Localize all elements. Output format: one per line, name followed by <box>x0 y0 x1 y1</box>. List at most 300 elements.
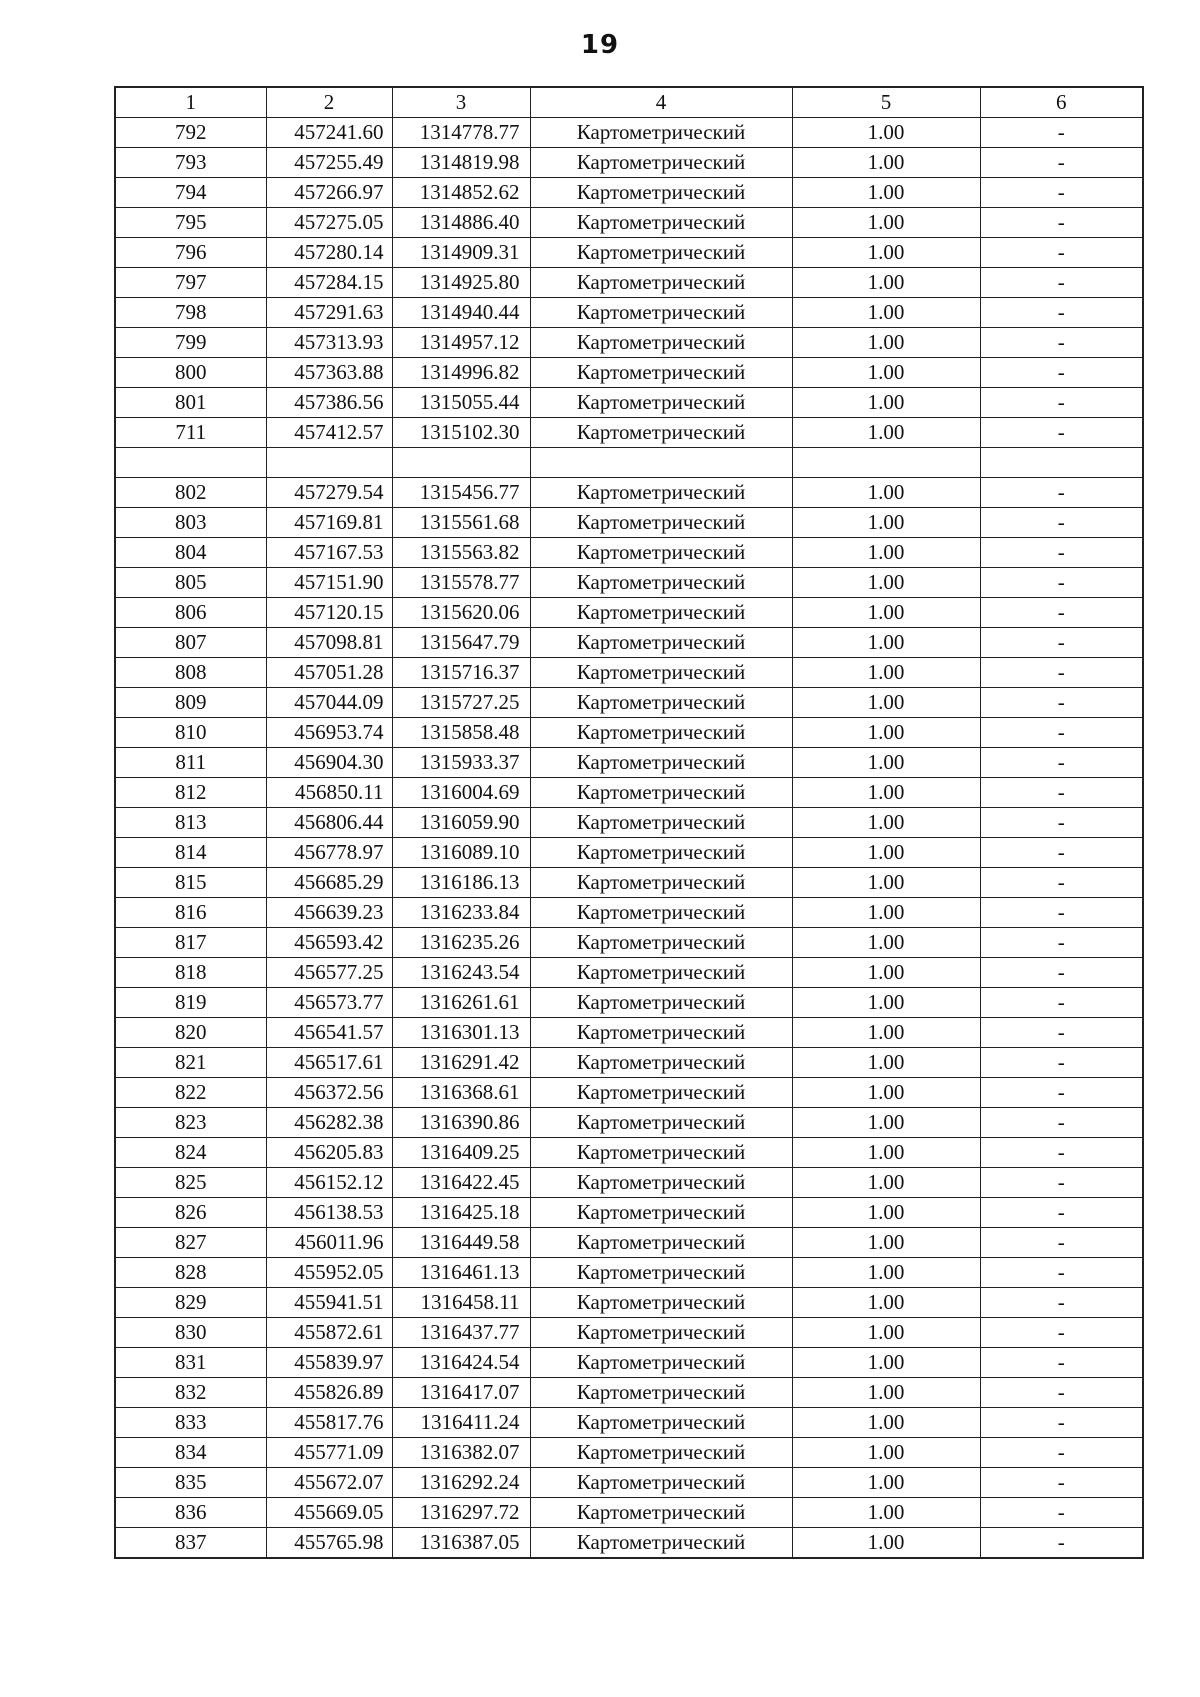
x-coordinate-cell: 457386.56 <box>266 388 392 418</box>
point-number-cell: 797 <box>115 268 266 298</box>
point-number-cell: 792 <box>115 118 266 148</box>
point-number-cell: 813 <box>115 808 266 838</box>
description-cell: - <box>980 1408 1143 1438</box>
y-coordinate-cell: 1316411.24 <box>392 1408 530 1438</box>
x-coordinate-cell: 457044.09 <box>266 688 392 718</box>
point-number-cell: 827 <box>115 1228 266 1258</box>
x-coordinate-cell: 455826.89 <box>266 1378 392 1408</box>
accuracy-cell: 1.00 <box>792 988 980 1018</box>
method-cell: Картометрический <box>530 778 792 808</box>
accuracy-cell: 1.00 <box>792 1258 980 1288</box>
accuracy-cell: 1.00 <box>792 778 980 808</box>
y-coordinate-cell: 1315647.79 <box>392 628 530 658</box>
point-number-cell: 799 <box>115 328 266 358</box>
description-cell: - <box>980 1468 1143 1498</box>
method-cell: Картометрический <box>530 1438 792 1468</box>
description-cell: - <box>980 1168 1143 1198</box>
y-coordinate-cell: 1314886.40 <box>392 208 530 238</box>
accuracy-cell: 1.00 <box>792 1498 980 1528</box>
description-cell: - <box>980 238 1143 268</box>
description-cell: - <box>980 1318 1143 1348</box>
x-coordinate-cell: 457241.60 <box>266 118 392 148</box>
point-number-cell: 795 <box>115 208 266 238</box>
table-row <box>115 1048 1143 1078</box>
x-coordinate-cell: 456541.57 <box>266 1018 392 1048</box>
method-cell: Картометрический <box>530 718 792 748</box>
y-coordinate-cell: 1316291.42 <box>392 1048 530 1078</box>
x-coordinate-cell: 456778.97 <box>266 838 392 868</box>
accuracy-cell: 1.00 <box>792 358 980 388</box>
method-cell: Картометрический <box>530 748 792 778</box>
table-row <box>115 118 1143 148</box>
x-coordinate-cell: 457291.63 <box>266 298 392 328</box>
x-coordinate-cell: 457098.81 <box>266 628 392 658</box>
y-coordinate-cell: 1316409.25 <box>392 1138 530 1168</box>
table-row <box>115 1438 1143 1468</box>
accuracy-cell: 1.00 <box>792 1198 980 1228</box>
y-coordinate-cell: 1315102.30 <box>392 418 530 448</box>
x-coordinate-cell: 456205.83 <box>266 1138 392 1168</box>
table-row <box>115 928 1143 958</box>
accuracy-cell: 1.00 <box>792 1078 980 1108</box>
point-number-cell: 803 <box>115 508 266 538</box>
table-row <box>115 988 1143 1018</box>
description-cell: - <box>980 838 1143 868</box>
table-row <box>115 508 1143 538</box>
description-cell: - <box>980 298 1143 328</box>
y-coordinate-cell: 1314957.12 <box>392 328 530 358</box>
description-cell: - <box>980 1228 1143 1258</box>
point-number-cell: 835 <box>115 1468 266 1498</box>
method-cell: Картометрический <box>530 1288 792 1318</box>
x-coordinate-cell: 456577.25 <box>266 958 392 988</box>
method-cell: Картометрический <box>530 1228 792 1258</box>
accuracy-cell: 1.00 <box>792 148 980 178</box>
method-cell: Картометрический <box>530 418 792 448</box>
x-coordinate-cell: 455839.97 <box>266 1348 392 1378</box>
accuracy-cell: 1.00 <box>792 1138 980 1168</box>
table-row <box>115 868 1143 898</box>
header-col-3: 3 <box>392 87 530 118</box>
table-row <box>115 178 1143 208</box>
y-coordinate-cell: 1315456.77 <box>392 478 530 508</box>
description-cell: - <box>980 598 1143 628</box>
x-coordinate-cell: 456593.42 <box>266 928 392 958</box>
x-coordinate-cell: 455669.05 <box>266 1498 392 1528</box>
method-cell: Картометрический <box>530 1468 792 1498</box>
method-cell: Картометрический <box>530 298 792 328</box>
point-number-cell: 826 <box>115 1198 266 1228</box>
point-number-cell: 711 <box>115 418 266 448</box>
description-cell: - <box>980 1018 1143 1048</box>
description-cell: - <box>980 1048 1143 1078</box>
method-cell: Картометрический <box>530 1348 792 1378</box>
description-cell: - <box>980 1258 1143 1288</box>
accuracy-cell: 1.00 <box>792 868 980 898</box>
method-cell: Картометрический <box>530 598 792 628</box>
accuracy-cell: 1.00 <box>792 748 980 778</box>
description-cell: - <box>980 1198 1143 1228</box>
method-cell: Картометрический <box>530 688 792 718</box>
y-coordinate-cell: 1316387.05 <box>392 1528 530 1559</box>
description-cell: - <box>980 178 1143 208</box>
point-number-cell: 793 <box>115 148 266 178</box>
description-cell: - <box>980 958 1143 988</box>
accuracy-cell: 1.00 <box>792 1468 980 1498</box>
table-row <box>115 1138 1143 1168</box>
accuracy-cell: 1.00 <box>792 268 980 298</box>
point-number-cell: 806 <box>115 598 266 628</box>
description-cell: - <box>980 1348 1143 1378</box>
y-coordinate-cell: 1316233.84 <box>392 898 530 928</box>
accuracy-cell: 1.00 <box>792 1408 980 1438</box>
point-number-cell: 829 <box>115 1288 266 1318</box>
x-coordinate-cell: 456282.38 <box>266 1108 392 1138</box>
description-cell: - <box>980 568 1143 598</box>
method-cell: Картометрический <box>530 988 792 1018</box>
accuracy-cell: 1.00 <box>792 1228 980 1258</box>
method-cell: Картометрический <box>530 238 792 268</box>
y-coordinate-cell: 1316417.07 <box>392 1378 530 1408</box>
method-cell: Картометрический <box>530 478 792 508</box>
x-coordinate-cell: 455672.07 <box>266 1468 392 1498</box>
y-coordinate-cell: 1314852.62 <box>392 178 530 208</box>
table-row <box>115 1198 1143 1228</box>
table-row <box>115 328 1143 358</box>
accuracy-cell: 1.00 <box>792 178 980 208</box>
header-col-5: 5 <box>792 87 980 118</box>
x-coordinate-cell: 455872.61 <box>266 1318 392 1348</box>
point-number-cell: 828 <box>115 1258 266 1288</box>
description-cell: - <box>980 688 1143 718</box>
y-coordinate-cell: 1315716.37 <box>392 658 530 688</box>
table-row <box>115 1468 1143 1498</box>
method-cell: Картометрический <box>530 928 792 958</box>
x-coordinate-cell: 456517.61 <box>266 1048 392 1078</box>
method-cell: Картометрический <box>530 1138 792 1168</box>
header-col-1: 1 <box>115 87 266 118</box>
table-row <box>115 1228 1143 1258</box>
table-row <box>115 1408 1143 1438</box>
accuracy-cell: 1.00 <box>792 238 980 268</box>
method-cell: Картометрический <box>530 898 792 928</box>
table-row <box>115 1018 1143 1048</box>
description-cell: - <box>980 1438 1143 1468</box>
x-coordinate-cell: 456138.53 <box>266 1198 392 1228</box>
y-coordinate-cell: 1316261.61 <box>392 988 530 1018</box>
description-cell: - <box>980 1138 1143 1168</box>
table-row <box>115 778 1143 808</box>
description-cell <box>980 448 1143 478</box>
y-coordinate-cell: 1316243.54 <box>392 958 530 988</box>
method-cell: Картометрический <box>530 808 792 838</box>
point-number-cell: 810 <box>115 718 266 748</box>
y-coordinate-cell: 1316292.24 <box>392 1468 530 1498</box>
description-cell: - <box>980 1498 1143 1528</box>
x-coordinate-cell: 457051.28 <box>266 658 392 688</box>
accuracy-cell: 1.00 <box>792 1438 980 1468</box>
x-coordinate-cell: 455941.51 <box>266 1288 392 1318</box>
y-coordinate-cell: 1315578.77 <box>392 568 530 598</box>
method-cell: Картометрический <box>530 1168 792 1198</box>
point-number-cell: 807 <box>115 628 266 658</box>
table-row <box>115 238 1143 268</box>
accuracy-cell: 1.00 <box>792 388 980 418</box>
point-number-cell: 814 <box>115 838 266 868</box>
x-coordinate-cell: 457313.93 <box>266 328 392 358</box>
x-coordinate-cell: 457266.97 <box>266 178 392 208</box>
point-number-cell: 823 <box>115 1108 266 1138</box>
point-number-cell: 798 <box>115 298 266 328</box>
description-cell: - <box>980 1078 1143 1108</box>
point-number-cell: 801 <box>115 388 266 418</box>
header-col-4: 4 <box>530 87 792 118</box>
description-cell: - <box>980 478 1143 508</box>
description-cell: - <box>980 1528 1143 1559</box>
table-row <box>115 1498 1143 1528</box>
x-coordinate-cell: 457151.90 <box>266 568 392 598</box>
table-row <box>115 598 1143 628</box>
y-coordinate-cell: 1316297.72 <box>392 1498 530 1528</box>
accuracy-cell: 1.00 <box>792 688 980 718</box>
header-col-6: 6 <box>980 87 1143 118</box>
accuracy-cell: 1.00 <box>792 808 980 838</box>
table-row <box>115 838 1143 868</box>
x-coordinate-cell: 456372.56 <box>266 1078 392 1108</box>
description-cell: - <box>980 808 1143 838</box>
table-row <box>115 1288 1143 1318</box>
table-row <box>115 1318 1143 1348</box>
y-coordinate-cell: 1316186.13 <box>392 868 530 898</box>
description-cell: - <box>980 628 1143 658</box>
accuracy-cell: 1.00 <box>792 328 980 358</box>
y-coordinate-cell: 1316059.90 <box>392 808 530 838</box>
method-cell: Картометрический <box>530 1528 792 1559</box>
accuracy-cell <box>792 448 980 478</box>
point-number-cell: 821 <box>115 1048 266 1078</box>
y-coordinate-cell: 1315563.82 <box>392 538 530 568</box>
point-number-cell: 822 <box>115 1078 266 1108</box>
point-number-cell: 812 <box>115 778 266 808</box>
point-number-cell: 808 <box>115 658 266 688</box>
point-number-cell: 800 <box>115 358 266 388</box>
method-cell: Картометрический <box>530 628 792 658</box>
point-number-cell: 818 <box>115 958 266 988</box>
description-cell: - <box>980 1108 1143 1138</box>
table-row <box>115 898 1143 928</box>
description-cell: - <box>980 328 1143 358</box>
y-coordinate-cell: 1315933.37 <box>392 748 530 778</box>
table-header <box>115 87 1143 118</box>
accuracy-cell: 1.00 <box>792 208 980 238</box>
y-coordinate-cell: 1316461.13 <box>392 1258 530 1288</box>
table-row <box>115 358 1143 388</box>
method-cell: Картометрический <box>530 1108 792 1138</box>
x-coordinate-cell: 457412.57 <box>266 418 392 448</box>
x-coordinate-cell: 456639.23 <box>266 898 392 928</box>
y-coordinate-cell: 1316437.77 <box>392 1318 530 1348</box>
x-coordinate-cell: 457255.49 <box>266 148 392 178</box>
x-coordinate-cell: 455771.09 <box>266 1438 392 1468</box>
method-cell: Картометрический <box>530 508 792 538</box>
table-row <box>115 958 1143 988</box>
accuracy-cell: 1.00 <box>792 1288 980 1318</box>
description-cell: - <box>980 208 1143 238</box>
method-cell: Картометрический <box>530 268 792 298</box>
y-coordinate-cell: 1315620.06 <box>392 598 530 628</box>
accuracy-cell: 1.00 <box>792 1348 980 1378</box>
method-cell: Картометрический <box>530 1498 792 1528</box>
method-cell: Картометрический <box>530 148 792 178</box>
accuracy-cell: 1.00 <box>792 838 980 868</box>
x-coordinate-cell: 456152.12 <box>266 1168 392 1198</box>
y-coordinate-cell: 1316425.18 <box>392 1198 530 1228</box>
y-coordinate-cell: 1316235.26 <box>392 928 530 958</box>
method-cell: Картометрический <box>530 538 792 568</box>
point-number-cell: 815 <box>115 868 266 898</box>
y-coordinate-cell: 1316301.13 <box>392 1018 530 1048</box>
description-cell: - <box>980 1378 1143 1408</box>
y-coordinate-cell: 1314996.82 <box>392 358 530 388</box>
method-cell: Картометрический <box>530 868 792 898</box>
header-col-2: 2 <box>266 87 392 118</box>
method-cell: Картометрический <box>530 1198 792 1228</box>
table-row <box>115 1378 1143 1408</box>
x-coordinate-cell: 456685.29 <box>266 868 392 898</box>
accuracy-cell: 1.00 <box>792 1318 980 1348</box>
coordinates-table <box>114 86 1144 1559</box>
table-row <box>115 478 1143 508</box>
point-number-cell: 832 <box>115 1378 266 1408</box>
description-cell: - <box>980 538 1143 568</box>
table-row <box>115 1168 1143 1198</box>
point-number-cell: 796 <box>115 238 266 268</box>
point-number-cell: 794 <box>115 178 266 208</box>
point-number-cell: 804 <box>115 538 266 568</box>
y-coordinate-cell: 1316449.58 <box>392 1228 530 1258</box>
table-row <box>115 418 1143 448</box>
table-row <box>115 718 1143 748</box>
y-coordinate-cell: 1316089.10 <box>392 838 530 868</box>
accuracy-cell: 1.00 <box>792 1168 980 1198</box>
table-row <box>115 538 1143 568</box>
table-row <box>115 1258 1143 1288</box>
y-coordinate-cell: 1314925.80 <box>392 268 530 298</box>
table-row <box>115 808 1143 838</box>
description-cell: - <box>980 118 1143 148</box>
y-coordinate-cell: 1315858.48 <box>392 718 530 748</box>
table-row <box>115 1108 1143 1138</box>
x-coordinate-cell: 456904.30 <box>266 748 392 778</box>
table-row <box>115 568 1143 598</box>
table-row <box>115 148 1143 178</box>
description-cell: - <box>980 778 1143 808</box>
y-coordinate-cell: 1315055.44 <box>392 388 530 418</box>
table-row <box>115 688 1143 718</box>
method-cell: Картометрический <box>530 568 792 598</box>
accuracy-cell: 1.00 <box>792 1048 980 1078</box>
x-coordinate-cell: 457120.15 <box>266 598 392 628</box>
method-cell: Картометрический <box>530 1258 792 1288</box>
point-number-cell: 809 <box>115 688 266 718</box>
accuracy-cell: 1.00 <box>792 898 980 928</box>
point-number-cell: 820 <box>115 1018 266 1048</box>
point-number-cell: 824 <box>115 1138 266 1168</box>
page-number: 19 <box>580 30 620 60</box>
accuracy-cell: 1.00 <box>792 1018 980 1048</box>
point-number-cell: 831 <box>115 1348 266 1378</box>
accuracy-cell: 1.00 <box>792 718 980 748</box>
table-row <box>115 1348 1143 1378</box>
point-number-cell: 819 <box>115 988 266 1018</box>
accuracy-cell: 1.00 <box>792 658 980 688</box>
y-coordinate-cell: 1316422.45 <box>392 1168 530 1198</box>
table-row <box>115 298 1143 328</box>
description-cell: - <box>980 1288 1143 1318</box>
x-coordinate-cell: 456850.11 <box>266 778 392 808</box>
method-cell: Картометрический <box>530 958 792 988</box>
table-row <box>115 268 1143 298</box>
description-cell: - <box>980 148 1143 178</box>
description-cell: - <box>980 988 1143 1018</box>
description-cell: - <box>980 748 1143 778</box>
method-cell: Картометрический <box>530 1318 792 1348</box>
y-coordinate-cell: 1316390.86 <box>392 1108 530 1138</box>
y-coordinate-cell: 1314819.98 <box>392 148 530 178</box>
point-number-cell: 836 <box>115 1498 266 1528</box>
x-coordinate-cell: 455952.05 <box>266 1258 392 1288</box>
description-cell: - <box>980 718 1143 748</box>
method-cell: Картометрический <box>530 118 792 148</box>
accuracy-cell: 1.00 <box>792 418 980 448</box>
accuracy-cell: 1.00 <box>792 298 980 328</box>
x-coordinate-cell: 457279.54 <box>266 478 392 508</box>
method-cell: Картометрический <box>530 208 792 238</box>
y-coordinate-cell: 1316458.11 <box>392 1288 530 1318</box>
method-cell: Картометрический <box>530 838 792 868</box>
point-number-cell <box>115 448 266 478</box>
table-row <box>115 658 1143 688</box>
description-cell: - <box>980 898 1143 928</box>
table-row <box>115 448 1143 478</box>
table-row <box>115 208 1143 238</box>
accuracy-cell: 1.00 <box>792 598 980 628</box>
y-coordinate-cell: 1316424.54 <box>392 1348 530 1378</box>
point-number-cell: 816 <box>115 898 266 928</box>
method-cell: Картометрический <box>530 328 792 358</box>
table-row <box>115 388 1143 418</box>
accuracy-cell: 1.00 <box>792 508 980 538</box>
method-cell: Картометрический <box>530 1078 792 1108</box>
accuracy-cell: 1.00 <box>792 538 980 568</box>
description-cell: - <box>980 268 1143 298</box>
y-coordinate-cell: 1316382.07 <box>392 1438 530 1468</box>
y-coordinate-cell: 1314778.77 <box>392 118 530 148</box>
header-row <box>115 87 1143 118</box>
table-row <box>115 748 1143 778</box>
accuracy-cell: 1.00 <box>792 628 980 658</box>
accuracy-cell: 1.00 <box>792 118 980 148</box>
method-cell <box>530 448 792 478</box>
point-number-cell: 805 <box>115 568 266 598</box>
accuracy-cell: 1.00 <box>792 478 980 508</box>
description-cell: - <box>980 658 1143 688</box>
accuracy-cell: 1.00 <box>792 568 980 598</box>
point-number-cell: 811 <box>115 748 266 778</box>
x-coordinate-cell: 457169.81 <box>266 508 392 538</box>
x-coordinate-cell: 457363.88 <box>266 358 392 388</box>
description-cell: - <box>980 358 1143 388</box>
